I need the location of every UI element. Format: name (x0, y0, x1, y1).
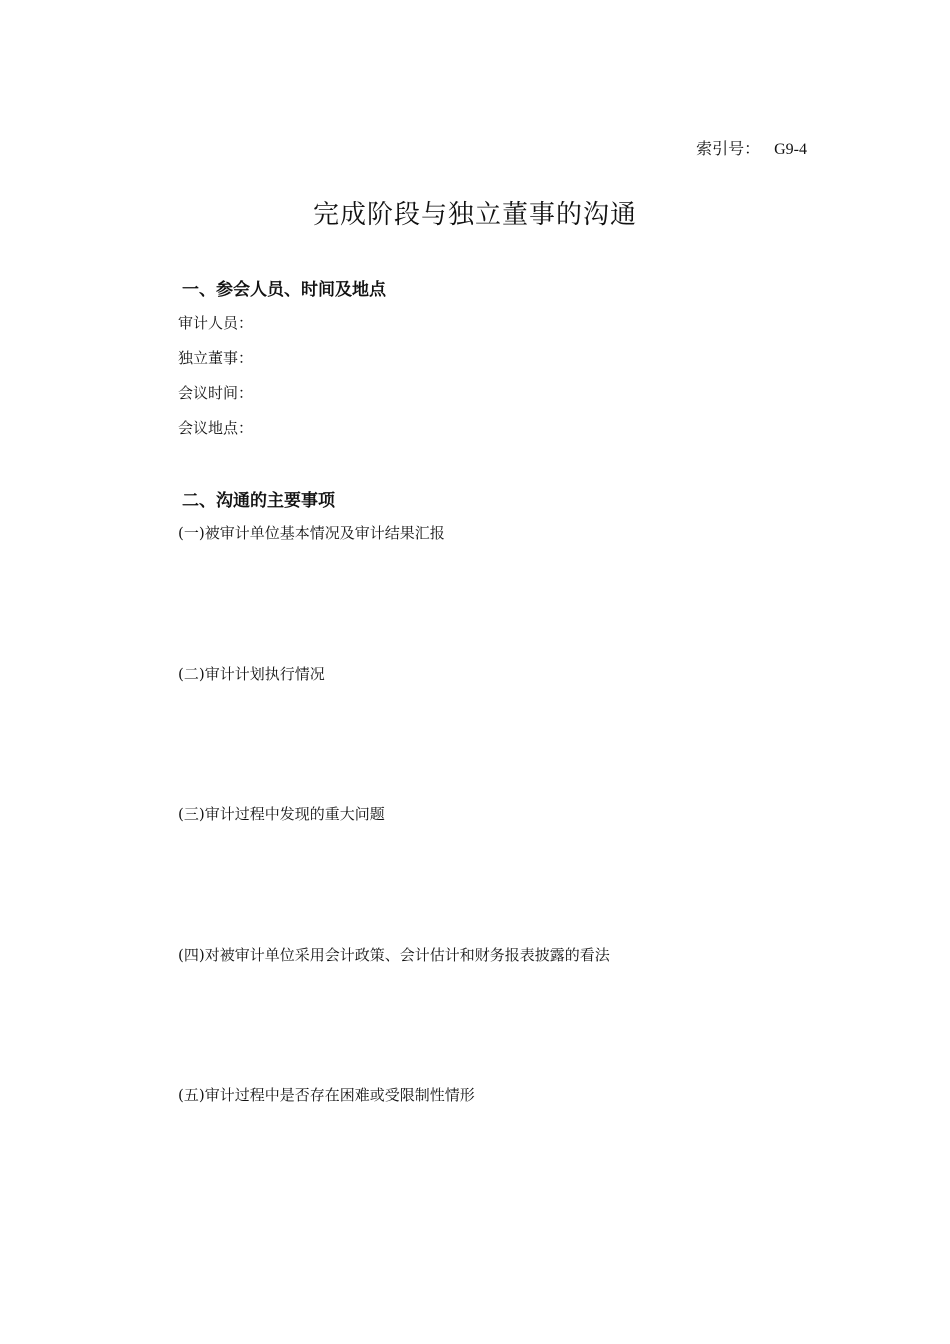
topic-item-2: (二)审计计划执行情况 (178, 665, 325, 683)
index-label: 索引号： (696, 139, 761, 158)
topic-item-5: (五)审计过程中是否存在困难或受限制性情形 (178, 1086, 475, 1104)
topic-item-4: (四)对被审计单位采用会计政策、会计估计和财务报表披露的看法 (178, 946, 610, 964)
topic-item-3: (三)审计过程中发现的重大问题 (178, 805, 385, 823)
section-heading-matters: 二、沟通的主要事项 (182, 491, 335, 511)
index-number (696, 136, 807, 159)
index-value: G9-4 (774, 141, 807, 158)
field-independent-directors: 独立董事： (178, 349, 254, 367)
field-meeting-location: 会议地点： (178, 419, 254, 437)
section-heading-attendees: 一、参会人员、时间及地点 (182, 280, 386, 300)
field-meeting-time: 会议时间： (178, 384, 254, 402)
document-title: 完成阶段与独立董事的沟通 (312, 200, 637, 230)
field-auditors: 审计人员： (178, 314, 254, 332)
topic-item-1: (一)被审计单位基本情况及审计结果汇报 (178, 524, 445, 542)
